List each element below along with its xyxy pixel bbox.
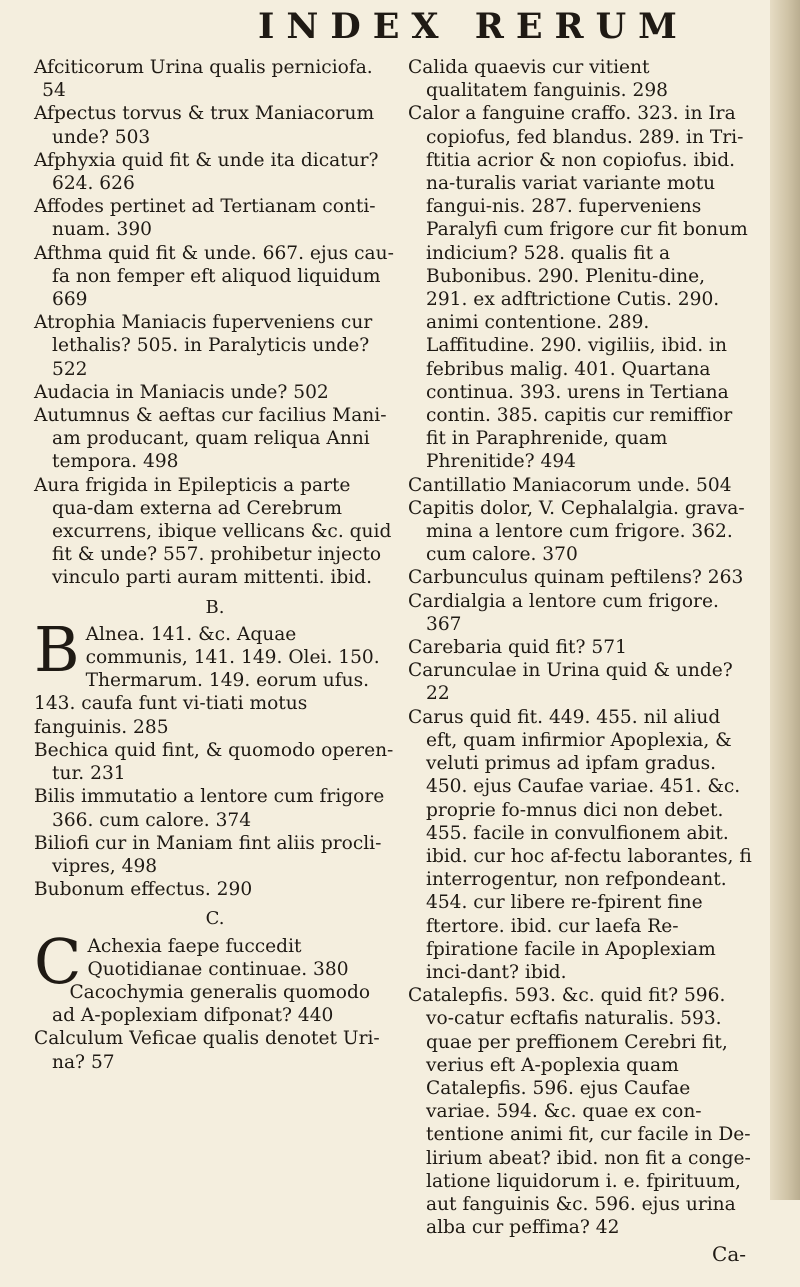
- index-entry: Carbunculus quinam peftilens? 263: [408, 567, 744, 589]
- letter-section-heading: B.: [205, 596, 225, 618]
- index-entry: Bubonum effectus. 290: [34, 879, 253, 901]
- letter-section-heading: C.: [205, 908, 225, 930]
- index-entry: Carebaria quid fit? 571: [408, 637, 627, 659]
- drop-cap-letter: B: [34, 612, 80, 686]
- index-entry: [34, 612, 396, 739]
- page-reference-number: 54: [42, 80, 66, 102]
- index-entry: Afthma quid fit & unde. 667. ejus cau-fa non femper eft aliquod liquidum 669: [34, 242, 394, 311]
- index-entry: [34, 924, 396, 998]
- drop-cap-letter: C: [34, 924, 82, 998]
- index-entry: Autumnus & aeftas cur facilius Mani-am producant, quam reliqua Anni tempora. 498: [34, 405, 387, 473]
- catchword: Ca-: [712, 1242, 746, 1267]
- index-entry: Bilis immutatio a lentore cum frigore 366. cum calore. 374: [34, 786, 385, 831]
- index-entry: Afpectus torvus & trux Maniacorum unde? 503: [34, 103, 375, 148]
- index-column-right: [408, 56, 752, 1287]
- index-entry: Catalepfis. 593. &c. quid fit? 596. vo-catur ecftafis naturalis. 593. quae per preffionem Cerebri fit, verius eft A-poplexia quam Catalepfis. 596. ejus Caufae variae. 594. &c. quae ex con-tentione animi fit, cur facile in De-lirium abeat? ibid. non fit a conge-latione liquidorum i. e. fpirituum, aut fanguinis &c. 596. ejus urina alba cur peffima? 42: [408, 985, 751, 1239]
- index-entry: Cantillatio Maniacorum unde. 504: [408, 474, 732, 496]
- index-entry: Capitis dolor, V. Cephalalgia. grava-mina a lentore cum frigore. 362. cum calore. 370: [408, 497, 745, 566]
- running-head: INDEX RERUM: [258, 6, 689, 47]
- index-entry: Bechica quid fint, & quomodo operen-tur. 231: [34, 739, 394, 785]
- index-entry-text: Alnea. 141. &c. Aquae communis, 141. 149. Olei. 150. Thermarum. 149. eorum ufus. 143. caufa funt vi-tiati motus fanguinis. 285: [34, 623, 380, 738]
- index-entry: Atrophia Maniacis fuperveniens cur lethalis? 505. in Paralyticis unde? 522: [34, 312, 373, 380]
- index-entry: Afciticorum Urina qualis perniciofa.: [34, 57, 373, 78]
- index-entry: Afphyxia quid fit & unde ita dicatur? 624. 626: [34, 149, 379, 195]
- index-entry-text: Achexia faepe fuccedit Quotidianae continuae. 380: [87, 935, 349, 980]
- index-entry: Carunculae in Urina quid & unde? 22: [408, 660, 733, 705]
- page-edge: [770, 0, 800, 1200]
- index-entry: Carus quid fit. 449. 455. nil aliud eft, quam infirmior Apoplexia, & veluti primus ad ipfam gradus. 450. ejus Caufae variae. 451. &c. proprie fo-mnus dici non debet. 455. facile in convulfionem abit. ibid. cur hoc af-fectu laborantes, fi interrogentur, non refpondeant. 454. cur libere re-fpirent fine ftertore. ibid. cur laefa Re-fpiratione facile in Apoplexiam inci-dant? ibid.: [408, 706, 752, 983]
- index-entry: Affodes pertinet ad Tertianam conti-nuam. 390: [34, 196, 376, 241]
- index-entry: Calculum Veficae qualis denotet Uri-na? 57: [34, 1028, 380, 1073]
- index-entry: Calida quaevis cur vitient qualitatem fanguinis. 298: [408, 57, 668, 102]
- index-entry: Aura frigida in Epilepticis a parte qua-dam externa ad Cerebrum excurrens, ibique vellicans &c. quid fit & unde? 557. prohibetur injecto vinculo parti auram mittenti. ibid.: [34, 474, 392, 589]
- index-entry: Calor a fanguine craffo. 323. in Ira copiofus, fed blandus. 289. in Tri-ftitia acrior & non copiofus. ibid. na-turalis variat variante motu fangui-nis. 287. fuperveniens Paralyfi cum frigore cur fit bonum indicium? 528. qualis fit a Bubonibus. 290. Plenitu-dine, 291. ex adftrictione Cutis. 290. animi contentione. 289. Laffitudine. 290. vigiliis, ibid. in febribus malig. 401. Quartana continua. 393. urens in Tertiana contin. 385. capitis cur remiffior fit in Paraphrenide, quam Phrenitide? 494: [408, 103, 748, 473]
- index-entry: Biliofi cur in Maniam fint aliis procli-vipres, 498: [34, 832, 382, 877]
- index-entry: Cacochymia generalis quomodo ad A-poplexiam difponat? 440: [52, 981, 371, 1027]
- index-entry: Cardialgia a lentore cum frigore. 367: [408, 590, 719, 635]
- index-entry: Audacia in Maniacis unde? 502: [34, 381, 329, 403]
- index-column-left: [34, 56, 396, 1074]
